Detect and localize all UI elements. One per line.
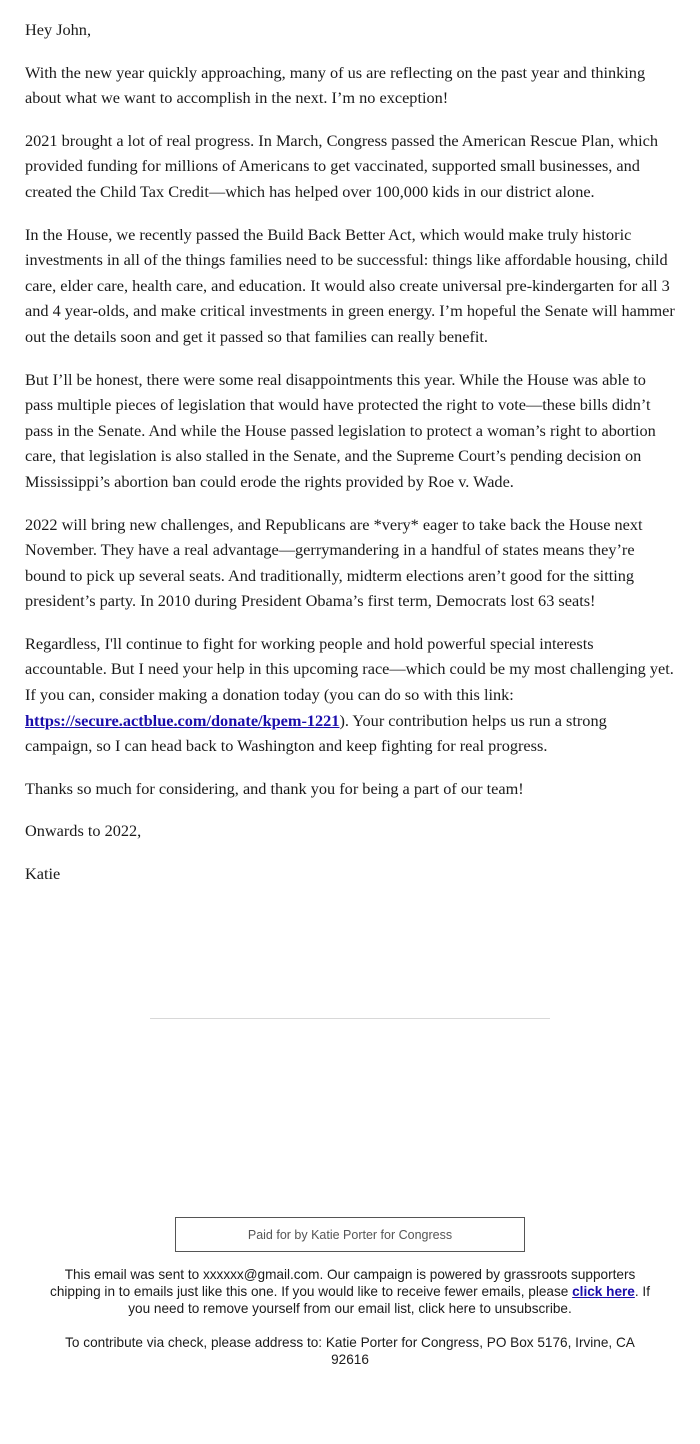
paragraph-disappointments: But I’ll be honest, there were some real disappointments this year. While the House was able to pass multiple pieces of legislation that would have protected the right to vote—these bills didn’t pass in the Senate. And while the House passed legislation to protect a woman’s right to abortion care, that legislation is also stalled in the Senate, and the Supreme Court’s pending decision on Mississippi’s abortion ban could erode the rights provided by Roe v. Wade. — [25, 369, 656, 491]
greeting: Hey John, — [25, 20, 92, 39]
donation-text-before: Regardless, I'll continue to fight for working people and hold powerful special interests accountable. But I need your help in this upcoming race—which could be my most challenging yet. If you can, consider making a donation today (you can do so with this link: — [25, 633, 674, 705]
divider — [150, 1018, 550, 1019]
paid-for-disclaimer: Paid for by Katie Porter for Congress — [175, 1217, 525, 1252]
donate-link[interactable]: https://secure.actblue.com/donate/kpem-1221 — [25, 710, 340, 730]
paragraph-progress: 2021 brought a lot of real progress. In March, Congress passed the American Rescue Plan, which provided funding for millions of Americans to get vaccinated, supported small businesses, and created the Child Tax Credit—which has helped over 100,000 kids in our district alone. — [25, 130, 659, 201]
fewer-emails-link[interactable]: click here — [572, 1284, 635, 1299]
footer — [50, 1266, 650, 1385]
paragraph-build-back-better: In the House, we recently passed the Build Back Better Act, which would make truly historic investments in all of the things families need to be successful: things like affordable housing, child care, elder care, health care, and education. It would also create universal pre-kindergarten for all 3 and 4 year-olds, and make critical investments in green energy. I’m hopeful the Senate will hammer out the details soon and get it passed so that families can really benefit. — [25, 224, 675, 346]
email-body — [25, 17, 677, 904]
footer-notice-after: . If you need to remove yourself from our email list, click here to unsubscribe. — [128, 1284, 650, 1316]
paragraph-donation — [25, 631, 677, 759]
footer-address: To contribute via check, please address to: Katie Porter for Congress, PO Box 5176, Irvine, CA 92616 — [65, 1335, 635, 1367]
signature: Katie — [25, 864, 61, 884]
footer-notice — [50, 1266, 650, 1317]
closing: Onwards to 2022, — [25, 821, 142, 841]
footer-notice-before: This email was sent to xxxxxx@gmail.com. Our campaign is powered by grassroots supporters chipping in to emails just like this one. If you would like to receive fewer emails, please — [50, 1267, 636, 1299]
paragraph-challenges: 2022 will bring new challenges, and Republicans are *very* eager to take back the House next November. They have a real advantage—gerrymandering in a handful of states means they’re bound to pick up several seats. And traditionally, midterm elections aren’t good for the sitting president’s party. In 2010 during President Obama’s first term, Democrats lost 63 seats! — [25, 514, 643, 611]
paragraph-thanks: Thanks so much for considering, and thank you for being a part of our team! — [25, 778, 524, 798]
donation-text-after: ). Your contribution helps us run a strong campaign, so I can head back to Washington and keep fighting for real progress. — [25, 710, 607, 756]
paragraph-intro: With the new year quickly approaching, many of us are reflecting on the past year and thinking about what we want to accomplish in the next. I’m no exception! — [25, 62, 646, 108]
